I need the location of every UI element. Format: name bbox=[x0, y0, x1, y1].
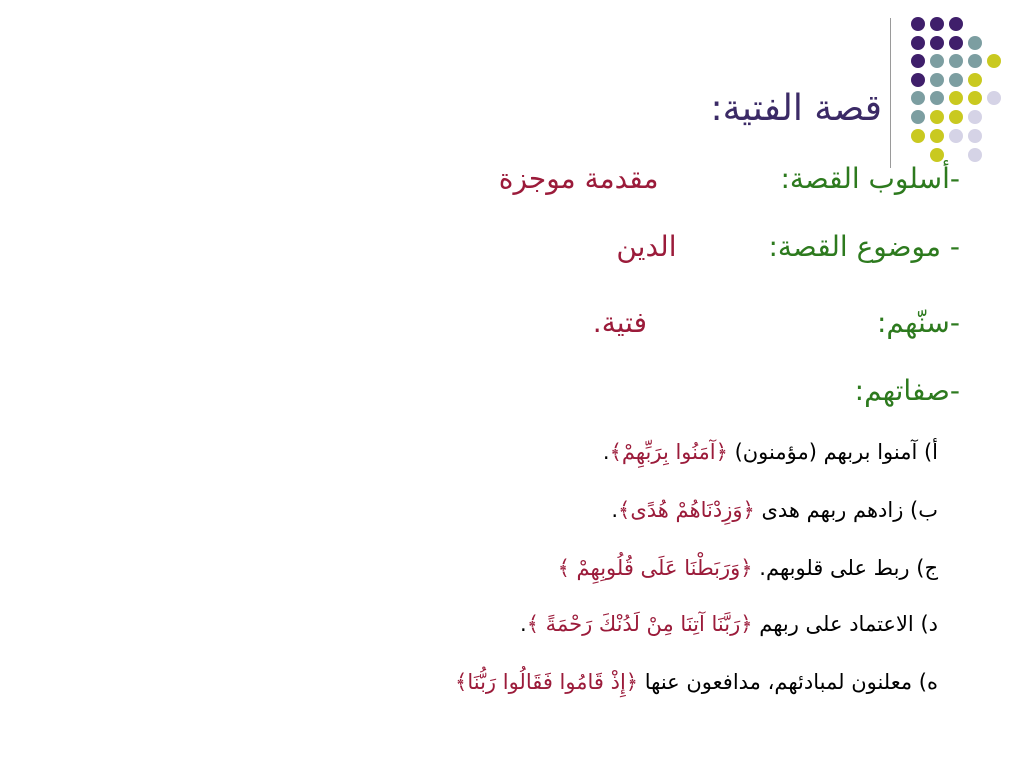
slide-title: قصة الفتية: bbox=[710, 88, 882, 129]
story-topic-label: - موضوع القصة: bbox=[768, 230, 960, 263]
decorative-dot bbox=[949, 54, 963, 68]
decorative-dot bbox=[949, 17, 963, 31]
decorative-dot bbox=[930, 17, 944, 31]
decorative-dot bbox=[911, 73, 925, 87]
decorative-dot bbox=[930, 73, 944, 87]
story-style-label: -أسلوب القصة: bbox=[780, 162, 960, 195]
story-style-value: مقدمة موجزة bbox=[498, 162, 659, 195]
decorative-dot bbox=[930, 91, 944, 105]
story-topic-value: الدين bbox=[616, 230, 677, 263]
decorative-dot bbox=[949, 110, 963, 124]
decorative-dot bbox=[987, 91, 1001, 105]
trait-item: ج) ربط على قلوبهم. ﴿وَرَبَطْنَا عَلَى قُلُوبِهِمْ ﴾ bbox=[557, 556, 938, 580]
decorative-dot bbox=[930, 148, 944, 162]
decorative-dot bbox=[949, 36, 963, 50]
decorative-dot bbox=[949, 91, 963, 105]
quran-verse: ﴿وَزِدْنَاهُمْ هُدًى﴾ bbox=[618, 498, 755, 522]
decorative-dot bbox=[911, 17, 925, 31]
decorative-dot bbox=[987, 54, 1001, 68]
decorative-dot bbox=[968, 73, 982, 87]
decorative-dot bbox=[911, 36, 925, 50]
decorative-dot bbox=[911, 91, 925, 105]
quran-verse: ﴿إِذْ قَامُوا فَقَالُوا رَبُّنَا﴾ bbox=[455, 670, 639, 694]
trait-item: د) الاعتماد على ربهم ﴿رَبَّنَا آتِنَا مِنْ لَدُنْكَ رَحْمَةً ﴾. bbox=[520, 612, 938, 636]
decorative-dot bbox=[968, 54, 982, 68]
story-topic-row bbox=[616, 230, 960, 263]
trait-item: أ) آمنوا بربهم (مؤمنون) ﴿آمَنُوا بِرَبِّهِمْ﴾. bbox=[602, 440, 938, 464]
age-label: -سنّهم: bbox=[877, 306, 960, 339]
age-value: فتية. bbox=[592, 306, 647, 339]
decorative-dot bbox=[968, 129, 982, 143]
trait-item: ه) معلنون لمبادئهم، مدافعون عنها ﴿إِذْ قَامُوا فَقَالُوا رَبُّنَا﴾ bbox=[455, 670, 938, 694]
traits-row bbox=[855, 374, 960, 407]
age-row bbox=[593, 306, 960, 339]
trait-item: ب) زادهم ربهم هدى ﴿وَزِدْنَاهُمْ هُدًى﴾. bbox=[611, 498, 938, 522]
decorative-dot bbox=[968, 36, 982, 50]
story-style-row bbox=[499, 162, 960, 195]
quran-verse: ﴿رَبَّنَا آتِنَا مِنْ لَدُنْكَ رَحْمَةً ﴾ bbox=[526, 612, 753, 636]
decorative-dot bbox=[930, 54, 944, 68]
decorative-dot bbox=[911, 129, 925, 143]
decorative-dot bbox=[968, 148, 982, 162]
decorative-dot bbox=[968, 91, 982, 105]
traits-label: -صفاتهم: bbox=[854, 374, 960, 407]
decorative-dot bbox=[968, 110, 982, 124]
quran-verse: ﴿آمَنُوا بِرَبِّهِمْ﴾ bbox=[609, 440, 728, 464]
decorative-dot bbox=[911, 54, 925, 68]
decorative-dot bbox=[930, 36, 944, 50]
decorative-dot bbox=[930, 110, 944, 124]
decorative-dot bbox=[930, 129, 944, 143]
divider-line bbox=[890, 18, 891, 168]
decorative-dot bbox=[949, 73, 963, 87]
decorative-dot bbox=[949, 129, 963, 143]
quran-verse: ﴿وَرَبَطْنَا عَلَى قُلُوبِهِمْ ﴾ bbox=[557, 556, 753, 580]
decorative-dot bbox=[911, 110, 925, 124]
